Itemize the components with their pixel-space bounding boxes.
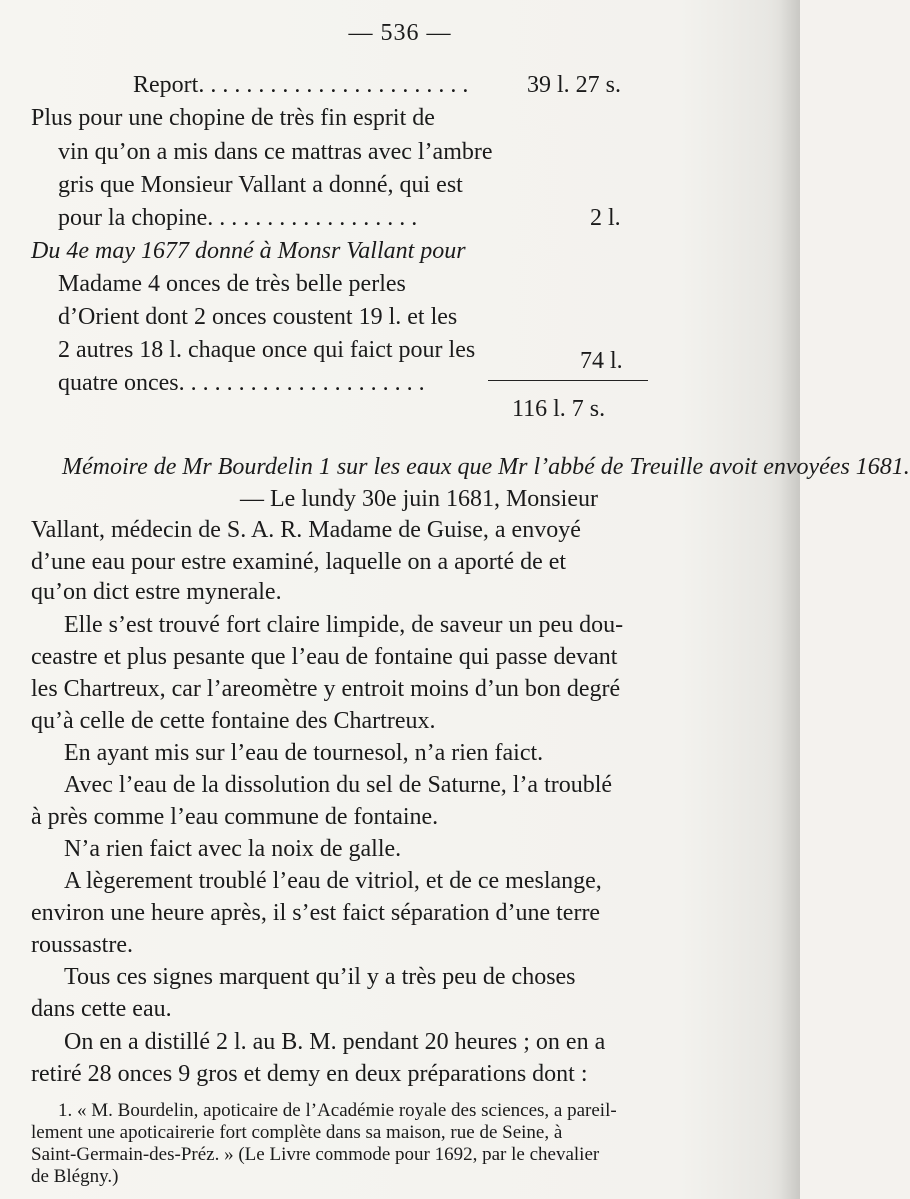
body-line: N’a rien faict avec la noix de galle.: [64, 836, 402, 862]
footnote-line: Saint-Germain-des-Préz. » (Le Livre commode pour 1692, par le chevalier: [31, 1144, 600, 1165]
body-line: Vallant, médecin de S. A. R. Madame de Guise, a envoyé: [31, 517, 581, 543]
body-line: — Le lundy 30e juin 1681, Monsieur: [240, 486, 598, 512]
body-line: Elle s’est trouvé fort claire limpide, de saveur un peu dou-: [64, 612, 624, 638]
footnote-line: 1. « M. Bourdelin, apoticaire de l’Académie royale des sciences, a pareil-: [58, 1100, 617, 1121]
body-line: qu’à celle de cette fontaine des Chartreux.: [31, 708, 436, 734]
body-line: les Chartreux, car l’areomètre y entroit moins d’un bon degré: [31, 676, 621, 702]
ledger-line: gris que Monsieur Vallant a donné, qui est: [58, 172, 463, 198]
ledger-total: 116 l. 7 s.: [512, 396, 606, 422]
ledger-line: quatre onces. . . . . . . . . . . . . . . . . . . . .: [58, 370, 425, 396]
body-line: A lègerement troublé l’eau de vitriol, et de ce meslange,: [64, 868, 602, 894]
ledger-line: pour la chopine. . . . . . . . . . . . . . . . . .: [58, 205, 418, 231]
ledger-line: Du 4e may 1677 donné à Monsr Vallant pour: [31, 238, 466, 264]
page-edge: [778, 0, 800, 1199]
footnote-line: de Blégny.): [31, 1166, 119, 1187]
body-line: qu’on dict estre mynerale.: [31, 579, 282, 605]
body-line: Avec l’eau de la dissolution du sel de Saturne, l’a troublé: [64, 772, 613, 798]
ledger-line: 2 autres 18 l. chaque once qui faict pour les: [58, 337, 476, 363]
body-line: On en a distillé 2 l. au B. M. pendant 20 heures ; on en a: [64, 1029, 606, 1055]
body-line: Tous ces signes marquent qu’il y a très peu de choses: [64, 964, 576, 990]
memoire-title: Mémoire de Mr Bourdelin 1 sur les eaux que Mr l’abbé de Treuille avoit envoyées 1681.: [62, 454, 910, 480]
footnote-line: lement une apoticairerie fort complète dans sa maison, rue de Seine, à: [31, 1122, 563, 1143]
ledger-amount: 74 l.: [580, 348, 623, 374]
body-line: à près comme l’eau commune de fontaine.: [31, 804, 439, 830]
body-line: environ une heure après, il s’est faict séparation d’une terre: [31, 900, 601, 926]
ledger-amount: 2 l.: [590, 205, 621, 231]
body-line: d’une eau pour estre examiné, laquelle on a aporté de et: [31, 549, 567, 575]
ledger-line: Plus pour une chopine de très fin esprit de: [31, 105, 435, 131]
ledger-amount: 39 l. 27 s.: [527, 72, 622, 98]
ledger-line: d’Orient dont 2 onces coustent 19 l. et les: [58, 304, 458, 330]
total-rule: [488, 380, 648, 381]
ledger-line: vin qu’on a mis dans ce mattras avec l’ambre: [58, 139, 493, 165]
body-line: En ayant mis sur l’eau de tournesol, n’a rien faict.: [64, 740, 544, 766]
ledger-line: Madame 4 onces de très belle perles: [58, 271, 406, 297]
body-line: retiré 28 onces 9 gros et demy en deux préparations dont :: [31, 1061, 588, 1087]
ledger-line: Report. . . . . . . . . . . . . . . . . . . . . . .: [133, 72, 469, 98]
body-line: ceastre et plus pesante que l’eau de fontaine qui passe devant: [31, 644, 618, 670]
body-line: roussastre.: [31, 932, 133, 958]
body-line: dans cette eau.: [31, 996, 172, 1022]
page-number: — 536 —: [348, 20, 452, 46]
